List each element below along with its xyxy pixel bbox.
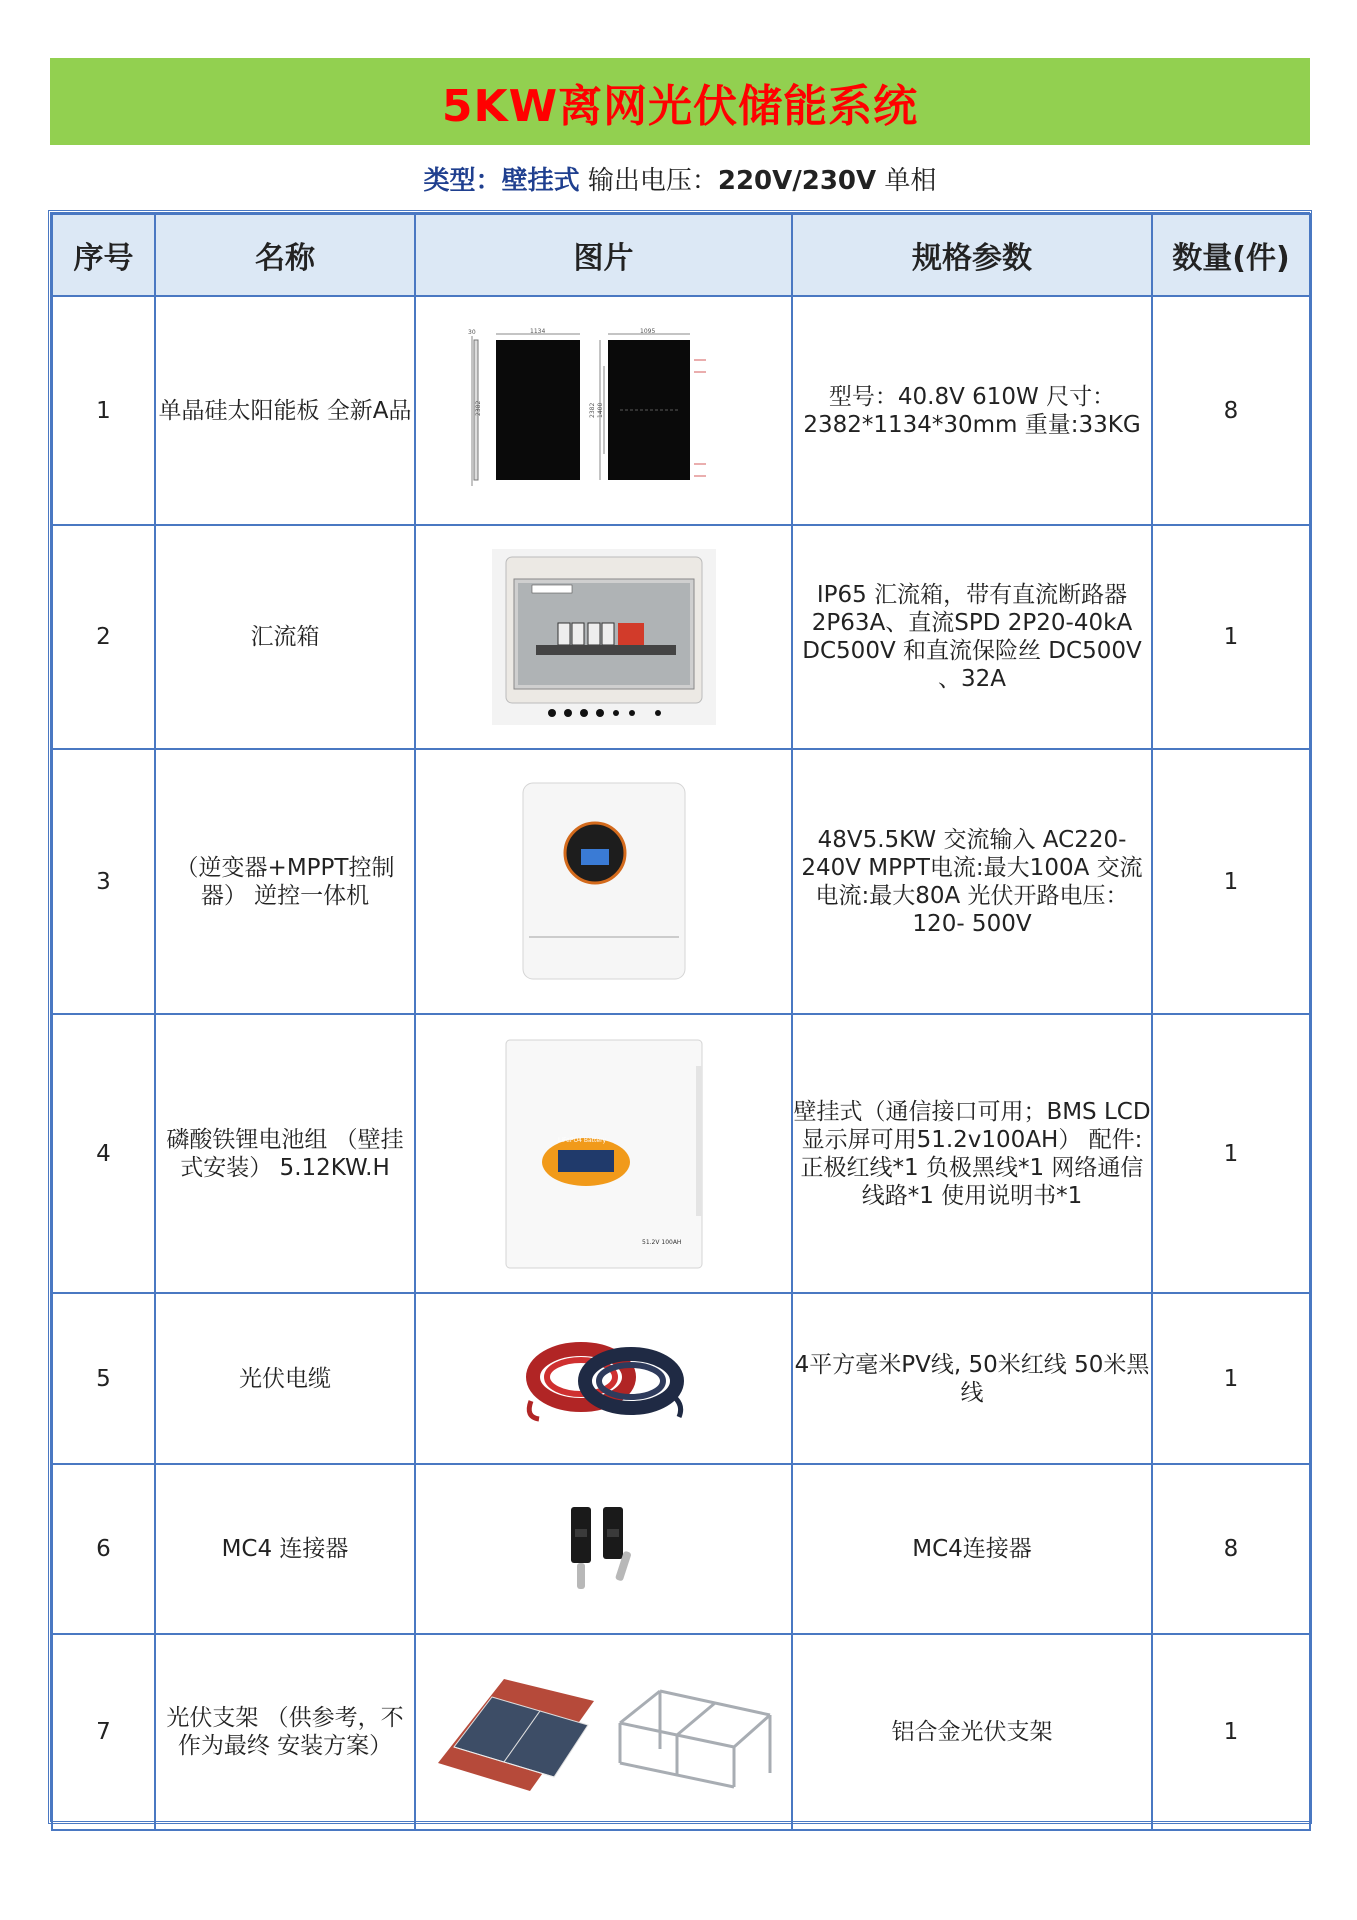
row-no: 3 [52, 749, 155, 1014]
row-qty: 1 [1152, 749, 1310, 1014]
panel-dim-text: 2382 [474, 400, 482, 416]
row-no: 6 [52, 1464, 155, 1634]
table-row [52, 1014, 1310, 1293]
title-banner [50, 58, 1310, 145]
table-row [52, 1464, 1310, 1634]
row-name: MC4 连接器 [155, 1464, 415, 1634]
row-image [415, 1293, 792, 1464]
panel-dim-text: 1095 [639, 327, 655, 335]
row-no: 2 [52, 525, 155, 749]
row-spec: IP65 汇流箱，带有直流断路器 2P63A、直流SPD 2P20-40kA DC500V 和直流保险丝 DC500V 、32A [792, 525, 1152, 749]
battery-photo [502, 1036, 706, 1272]
type-value: 壁挂式 [501, 166, 580, 196]
row-spec: MC4连接器 [792, 1464, 1152, 1634]
table-row [52, 525, 1310, 749]
row-no: 5 [52, 1293, 155, 1464]
col-header-spec: 规格参数 [792, 214, 1152, 296]
row-name: （逆变器+MPPT控制 器） 逆控一体机 [155, 749, 415, 1014]
row-qty: 1 [1152, 1634, 1310, 1830]
mc4-connector-photo [549, 1501, 659, 1597]
row-spec: 型号：40.8V 610W 尺寸：2382*1134*30mm 重量:33KG [792, 296, 1152, 525]
row-image [415, 525, 792, 749]
row-image [415, 1634, 792, 1830]
panel-dim-text: 1134 [529, 327, 545, 335]
panel-dim-text: 2382 [588, 402, 596, 418]
battery-label-text: 51.2V 100AH [641, 1238, 681, 1246]
row-no: 1 [52, 296, 155, 525]
row-image [415, 749, 792, 1014]
type-label: 类型： [423, 166, 502, 196]
pv-cable-photo [519, 1319, 689, 1439]
page-title: 5KW离网光伏储能系统 [441, 80, 919, 132]
row-image [415, 1014, 792, 1293]
row-spec: 壁挂式（通信接口可用；BMS LCD显示屏可用51.2v100AH） 配件: 正极红线*1 负极黑线*1 网络通信线路*1 使用说明书*1 [792, 1014, 1152, 1293]
row-image [415, 1464, 792, 1634]
solar-panel-drawing [444, 326, 764, 496]
row-name: 光伏电缆 [155, 1293, 415, 1464]
row-image [415, 296, 792, 525]
row-qty: 1 [1152, 525, 1310, 749]
row-name: 光伏支架 （供参考，不作为最终 安装方案） [155, 1634, 415, 1830]
row-spec: 48V5.5KW 交流输入 AC220-240V MPPT电流:最大100A 交流电流:最大80A 光伏开路电压：120- 500V [792, 749, 1152, 1014]
col-header-image: 图片 [415, 214, 792, 296]
table-row [52, 1293, 1310, 1464]
product-table [51, 213, 1311, 1831]
table-header-row [52, 214, 1310, 296]
table-row [52, 1634, 1310, 1830]
col-header-name: 名称 [155, 214, 415, 296]
combiner-box-photo [492, 549, 716, 725]
product-table-frame [48, 210, 1312, 1824]
phase-value: 单相 [884, 166, 937, 196]
panel-dim-text: 1400 [596, 402, 604, 418]
row-spec: 4平方毫米PV线, 50米红线 50米黑线 [792, 1293, 1152, 1464]
row-name: 汇流箱 [155, 525, 415, 749]
row-name: 磷酸铁锂电池组 （壁挂式安装） 5.12KW.H [155, 1014, 415, 1293]
row-qty: 1 [1152, 1293, 1310, 1464]
row-no: 4 [52, 1014, 155, 1293]
pv-bracket-photo [434, 1667, 774, 1797]
voltage-value: 220V/230V [717, 166, 877, 196]
battery-screen-text: LiFePO4 Battery [557, 1136, 606, 1144]
row-name: 单晶硅太阳能板 全新A品 [155, 296, 415, 525]
row-no: 7 [52, 1634, 155, 1830]
row-qty: 8 [1152, 1464, 1310, 1634]
col-header-no: 序号 [52, 214, 155, 296]
table-row [52, 749, 1310, 1014]
col-header-qty: 数量(件) [1152, 214, 1310, 296]
inverter-photo [519, 777, 689, 987]
row-qty: 1 [1152, 1014, 1310, 1293]
subtitle [50, 160, 1310, 197]
row-spec: 铝合金光伏支架 [792, 1634, 1152, 1830]
panel-dim-text: 30 [467, 328, 476, 336]
voltage-label: 输出电压： [587, 166, 718, 196]
row-qty: 8 [1152, 296, 1310, 525]
table-row [52, 296, 1310, 525]
